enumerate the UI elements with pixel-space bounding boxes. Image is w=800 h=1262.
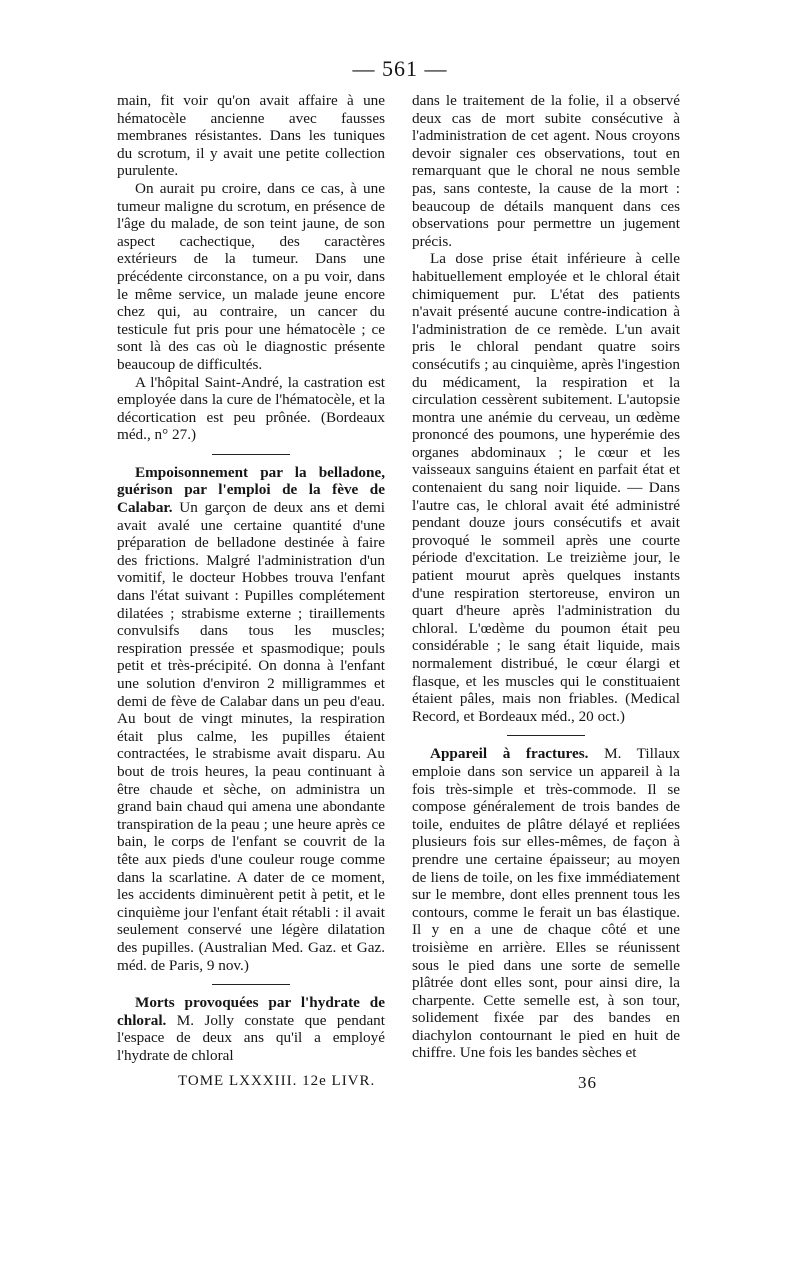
article-fractures <box>412 745 680 1062</box>
section-divider <box>507 735 585 736</box>
footer-signature: 36 <box>578 1073 597 1092</box>
paragraph: A l'hôpital Saint-André, la castration est employée dans la cure de l'hématocèle, et la décortication est peu prônée. (Bordeaux méd., n° 27.) <box>117 373 385 444</box>
paragraph: On aurait pu croire, dans ce cas, à une tumeur maligne du scrotum, en présence de l'âge du malade, de son teint jaune, de son aspect cachectique, des caractères extérieurs de la tumeur. Dans une précédente circonstance, on a pu voir, dans le même service, un malade jeune encore chez qui, au contraire, un cancer du testicule fut pris pour une hématocèle ; ce sont là des cas où le diagnostic présente beaucoup de difficultés. <box>117 179 385 373</box>
article-heading: Appareil à fractures. <box>430 745 589 763</box>
article-body: M. Jolly constate que pendant l'espace de deux ans qu'il a employé l'hydrate de chloral <box>117 1011 385 1064</box>
right-column <box>412 92 680 1062</box>
article-belladone <box>117 464 385 974</box>
section-divider <box>212 454 290 455</box>
article-body: M. Tillaux emploie dans son service un appareil à la fois très-simple et très-commode. Il se compose généralement de trois bandes de toile, enduites de plâtre délayé et repliées plusieurs fois sur elles-mêmes, de façon à prendre une certaine épaisseur; au moyen de liens de toile, on les fixe immédiatement sur le membre, dont elles prennent tous les contours, comme le ferait un bas élastique. Il y en a une de chaque côté et une troisième en arrière. Elles se réunissent sous le pied dans une sorte de semelle plâtrée dont elles sont, pour ainsi dire, la charpente. Cette semelle est, à son tour, solidement fixée par des bandes en diachylon contournant le pied en huit de chiffre. Une fois les bandes sèches et <box>412 745 681 1062</box>
article-chloral <box>117 994 385 1064</box>
article-heading: Empoisonnement par la belladone, guérison par l'emploi de la fève de Calabar. <box>117 463 385 517</box>
page-number: — 561 — <box>352 56 448 81</box>
article-body: Un garçon de deux ans et demi avait avalé une certaine quantité d'une préparation de belladone destinée à faire des frictions. Malgré l'administration d'un vomitif, le docteur Hobbes trouva l'enfant dans l'état suivant : Pupilles complétement dilatées ; strabisme externe ; tiraillements convulsifs dans tous les muscles; respiration pressée et spasmodique; pouls petit et très-précipité. On donna à l'enfant une solution d'environ 2 milligrammes et demi de fève de Calabar dans un peu d'eau. Au bout de vingt minutes, la respiration était plus calme, les pupilles étaient contractées, le strabisme avait disparu. Au bout de trois heures, la peau continuant à être chaude et sèche, on administra un grand bain chaud qui amena une abondante transpiration de la peau ; une heure après ce bain, le corps de l'enfant se couvrit de la tête aux pieds d'une couleur rouge comme dans la scarlatine. A dater de ce moment, les accidents diminuèrent petit à petit, et le cinquième jour l'enfant était rétabli : il avait seulement conservé une légère dilatation des pupilles. (Australian Med. Gaz. et Gaz. méd. de Paris, 9 nov.) <box>117 499 386 974</box>
footer-volume: TOME LXXXIII. 12e LIVR. <box>178 1073 376 1089</box>
paragraph: La dose prise était inférieure à celle habituellement employée et le chloral était chimiquement pur. L'état des patients n'avait présenté aucune contre-indication à l'administration de ce remède. L'un avait pris le chloral pendant quatre soirs consécutifs ; au cinquième, après l'ingestion du médicament, la respiration et la circulation cessèrent subitement. L'autopsie montra une anémie du cerveau, un œdème prononcé des poumons, une hyperémie des organes abdominaux ; le cœur et les vaisseaux sanguins étaient en parfait état et contenaient du sang noir liquide. — Dans l'autre cas, le chloral avait été administré pendant douze jours consécutifs et avait provoqué le sommeil après une courte période d'excitation. Le treizième jour, le patient mourut après quelques instants d'une respiration stertoreuse, environ un quart d'heure après l'administration du chloral. L'œdème du poumon était peu considérable ; le sang était liquide, mais normalement distribué, le cœur élargi et flasque, et les muscles qui le constituaient étaient pâles, mais non friables. (Medical Record, et Bordeaux méd., 20 oct.) <box>412 250 680 725</box>
left-column <box>117 92 385 1064</box>
section-divider <box>212 984 290 985</box>
paragraph: main, fit voir qu'on avait affaire à une hématocèle ancienne avec fausses membranes résistantes. Dans les tuniques du scrotum, il y avait une petite collection purulente. <box>117 92 385 180</box>
article-heading: Morts provoquées par l'hydrate de chloral. <box>117 994 385 1029</box>
paragraph: dans le traitement de la folie, il a observé deux cas de mort subite consécutive à l'administration de cet agent. Nous croyons devoir signaler ces observations, tout en remarquant que le choral ne nous semble pas, sans conteste, la cause de la mort : beaucoup de détails manquent dans ces observations pour permettre un jugement précis. <box>412 92 680 250</box>
